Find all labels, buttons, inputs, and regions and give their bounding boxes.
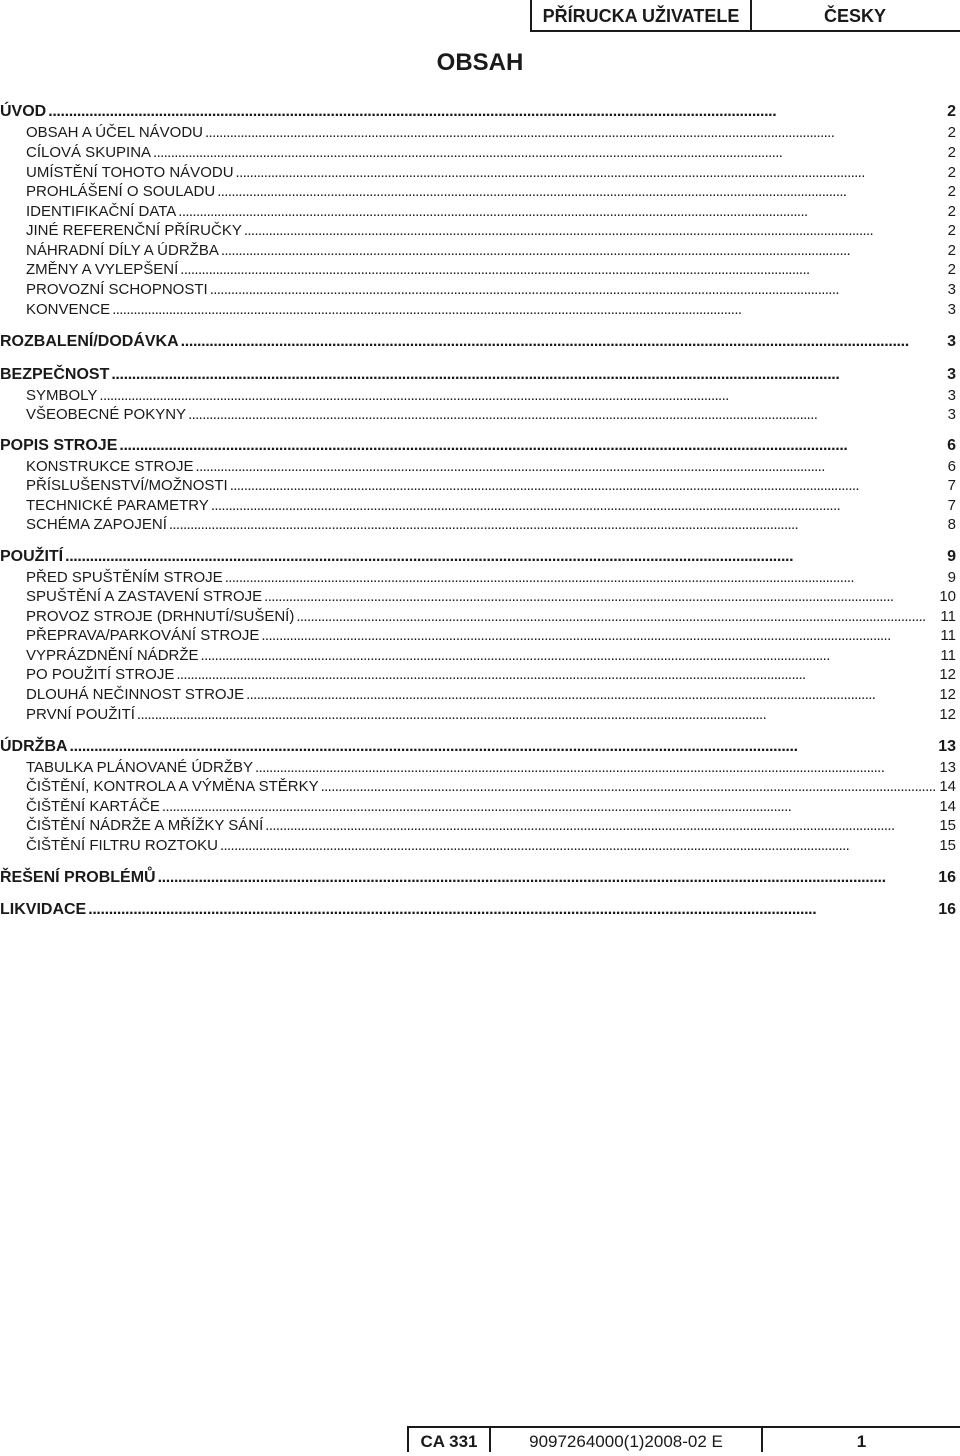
- toc-entry-page: 11: [940, 627, 956, 644]
- toc-section: [0, 103, 960, 121]
- toc-subsection: [0, 183, 960, 200]
- toc-entry-page: 11: [940, 647, 956, 664]
- toc-section: [0, 738, 960, 756]
- toc-entry-page: 3: [947, 387, 956, 404]
- toc-entry-label: OBSAH A ÚČEL NÁVODU: [26, 124, 203, 141]
- dot-leader: [244, 222, 946, 239]
- toc-entry-label: ROZBALENÍ/DODÁVKA: [0, 333, 179, 350]
- toc-entry-page: 16: [938, 901, 956, 918]
- toc-entry-page: 7: [947, 497, 956, 514]
- toc-entry-page: 2: [947, 261, 956, 278]
- toc-entry-page: 9: [947, 569, 956, 586]
- toc-entry-label: ČIŠTĚNÍ KARTÁČE: [26, 798, 160, 815]
- toc-section: [0, 366, 960, 384]
- toc-entry-label: ÚVOD: [0, 103, 47, 120]
- dot-leader: [99, 387, 945, 404]
- toc-entry-page: 7: [947, 477, 956, 494]
- toc-entry-label: SCHÉMA ZAPOJENÍ: [26, 516, 167, 533]
- dot-leader: [225, 569, 946, 586]
- toc-subsection: [0, 627, 960, 644]
- toc-entry-label: NÁHRADNÍ DÍLY A ÚDRŽBA: [26, 242, 219, 259]
- dot-leader: [181, 333, 945, 351]
- dot-leader: [196, 458, 946, 475]
- dot-leader: [211, 497, 946, 514]
- toc-entry-page: 8: [947, 516, 956, 533]
- toc-subsection: [0, 588, 960, 605]
- toc-entry-label: ČIŠTĚNÍ, KONTROLA A VÝMĚNA STĚRKY: [26, 778, 319, 795]
- toc-entry-page: 13: [938, 738, 956, 755]
- toc-entry-label: UMÍSTĚNÍ TOHOTO NÁVODU: [26, 164, 234, 181]
- toc-entry-label: LIKVIDACE: [0, 901, 87, 918]
- dot-leader: [65, 548, 945, 566]
- dot-leader: [236, 164, 946, 181]
- dot-leader: [70, 738, 937, 756]
- toc-entry-page: 12: [939, 686, 956, 703]
- toc-entry-page: 3: [947, 301, 956, 318]
- toc-subsection: [0, 164, 960, 181]
- toc-entry-page: 2: [947, 164, 956, 181]
- toc-entry-page: 14: [939, 798, 956, 815]
- dot-leader: [221, 242, 946, 259]
- dot-leader: [220, 837, 937, 854]
- dot-leader: [210, 281, 946, 298]
- manual-label: PŘÍRUCKA UŽIVATELE: [530, 0, 752, 32]
- toc-entry-page: 2: [947, 242, 956, 259]
- dot-leader: [296, 608, 938, 625]
- toc-subsection: [0, 222, 960, 239]
- toc-subsection: [0, 759, 960, 776]
- toc-entry-label: VŠEOBECNÉ POKYNY: [26, 406, 187, 423]
- toc-subsection: [0, 497, 960, 514]
- dot-leader: [176, 666, 937, 683]
- toc-subsection: [0, 406, 960, 423]
- toc-entry-label: PŘED SPUŠTĚNÍM STROJE: [26, 569, 223, 586]
- dot-leader: [321, 778, 938, 795]
- toc-entry-label: ČIŠTĚNÍ NÁDRŽE A MŘÍŽKY SÁNÍ: [26, 817, 264, 834]
- toc-subsection: [0, 647, 960, 664]
- toc-subsection: [0, 778, 960, 795]
- toc-section: [0, 901, 960, 919]
- dot-leader: [162, 798, 937, 815]
- toc-entry-page: 12: [939, 706, 956, 723]
- toc-entry-page: 2: [947, 103, 956, 120]
- dot-leader: [153, 144, 946, 161]
- toc-entry-label: POPIS STROJE: [0, 437, 118, 454]
- toc-entry-label: PŘÍSLUŠENSTVÍ/MOŽNOSTI: [26, 477, 228, 494]
- dot-leader: [201, 647, 939, 664]
- toc-entry-page: 15: [939, 837, 956, 854]
- toc-entry-label: IDENTIFIKAČNÍ DATA: [26, 203, 177, 220]
- page-title: OBSAH: [436, 49, 524, 76]
- toc-entry-page: 2: [947, 222, 956, 239]
- toc-entry-page: 6: [947, 458, 956, 475]
- document-code: 9097264000(1)2008-02 E: [489, 1426, 763, 1452]
- dot-leader: [112, 301, 945, 318]
- toc-entry-page: 16: [938, 869, 956, 886]
- toc-section: [0, 437, 960, 455]
- toc-entry-page: 15: [939, 817, 956, 834]
- toc-entry-label: PROVOZ STROJE (DRHNUTÍ/SUŠENÍ): [26, 608, 295, 625]
- dot-leader: [137, 706, 937, 723]
- toc-subsection: [0, 124, 960, 141]
- toc-subsection: [0, 144, 960, 161]
- toc-subsection: [0, 281, 960, 298]
- dot-leader: [158, 869, 937, 887]
- toc-entry-label: TABULKA PLÁNOVANÉ ÚDRŽBY: [26, 759, 254, 776]
- page-number: 1: [761, 1426, 960, 1452]
- toc-entry-page: 3: [947, 366, 956, 383]
- toc-entry-label: BEZPEČNOST: [0, 366, 110, 383]
- toc-entry-label: PROHLÁŠENÍ O SOULADU: [26, 183, 216, 200]
- toc-entry-label: ÚDRŽBA: [0, 738, 68, 755]
- toc-subsection: [0, 301, 960, 318]
- toc-entry-label: PŘEPRAVA/PARKOVÁNÍ STROJE: [26, 627, 260, 644]
- dot-leader: [111, 366, 945, 384]
- toc-subsection: [0, 666, 960, 683]
- dot-leader: [180, 261, 945, 278]
- toc-subsection: [0, 706, 960, 723]
- toc-entry-page: 6: [947, 437, 956, 454]
- dot-leader: [178, 203, 945, 220]
- dot-leader: [188, 406, 946, 423]
- toc-subsection: [0, 837, 960, 854]
- toc-entry-label: ŘEŠENÍ PROBLÉMŮ: [0, 869, 156, 886]
- dot-leader: [265, 817, 937, 834]
- dot-leader: [169, 516, 946, 533]
- toc-entry-page: 9: [947, 548, 956, 565]
- toc-subsection: [0, 516, 960, 533]
- toc-entry-page: 10: [939, 588, 956, 605]
- toc-entry-page: 14: [939, 778, 956, 795]
- dot-leader: [230, 477, 946, 494]
- toc-subsection: [0, 608, 960, 625]
- toc-entry-label: POUŽITÍ: [0, 548, 64, 565]
- model-label: CA 331: [407, 1426, 491, 1452]
- toc-entry-label: JINÉ REFERENČNÍ PŘÍRUČKY: [26, 222, 242, 239]
- dot-leader: [261, 627, 938, 644]
- toc-section: [0, 548, 960, 566]
- toc-entry-page: 3: [947, 333, 956, 350]
- toc-entry-label: ZMĚNY A VYLEPŠENÍ: [26, 261, 179, 278]
- toc-subsection: [0, 387, 960, 404]
- toc-section: [0, 869, 960, 887]
- toc-entry-page: 12: [939, 666, 956, 683]
- toc-entry-page: 3: [947, 406, 956, 423]
- language-label: ČESKY: [750, 0, 960, 32]
- toc-entry-label: SPUŠTĚNÍ A ZASTAVENÍ STROJE: [26, 588, 263, 605]
- dot-leader: [217, 183, 945, 200]
- toc-entry-page: 2: [947, 203, 956, 220]
- dot-leader: [88, 901, 936, 919]
- dot-leader: [119, 437, 945, 455]
- toc-entry-page: 13: [939, 759, 956, 776]
- toc-subsection: [0, 242, 960, 259]
- toc-entry-label: KONVENCE: [26, 301, 111, 318]
- toc-subsection: [0, 569, 960, 586]
- toc-subsection: [0, 798, 960, 815]
- dot-leader: [255, 759, 937, 776]
- dot-leader: [205, 124, 946, 141]
- toc-subsection: [0, 817, 960, 834]
- toc-subsection: [0, 261, 960, 278]
- page-footer: [0, 1426, 960, 1454]
- toc-entry-page: 2: [947, 124, 956, 141]
- dot-leader: [246, 686, 937, 703]
- toc-entry-label: PRVNÍ POUŽITÍ: [26, 706, 135, 723]
- toc-entry-label: VYPRÁZDNĚNÍ NÁDRŽE: [26, 647, 199, 664]
- toc-entry-label: SYMBOLY: [26, 387, 98, 404]
- toc-entry-page: 11: [940, 608, 956, 625]
- toc-section: [0, 333, 960, 351]
- toc-entry-label: DLOUHÁ NEČINNOST STROJE: [26, 686, 245, 703]
- dot-leader: [264, 588, 937, 605]
- toc-subsection: [0, 203, 960, 220]
- toc-entry-label: KONSTRUKCE STROJE: [26, 458, 194, 475]
- toc-entry-page: 3: [947, 281, 956, 298]
- toc-entry-label: TECHNICKÉ PARAMETRY: [26, 497, 209, 514]
- toc-entry-label: PO POUŽITÍ STROJE: [26, 666, 175, 683]
- toc-subsection: [0, 458, 960, 475]
- toc-entry-page: 2: [947, 144, 956, 161]
- toc-entry-label: ČIŠTĚNÍ FILTRU ROZTOKU: [26, 837, 218, 854]
- dot-leader: [48, 103, 945, 121]
- toc-entry-page: 2: [947, 183, 956, 200]
- toc-subsection: [0, 477, 960, 494]
- toc-entry-label: CÍLOVÁ SKUPINA: [26, 144, 152, 161]
- toc-subsection: [0, 686, 960, 703]
- toc-entry-label: PROVOZNÍ SCHOPNOSTI: [26, 281, 208, 298]
